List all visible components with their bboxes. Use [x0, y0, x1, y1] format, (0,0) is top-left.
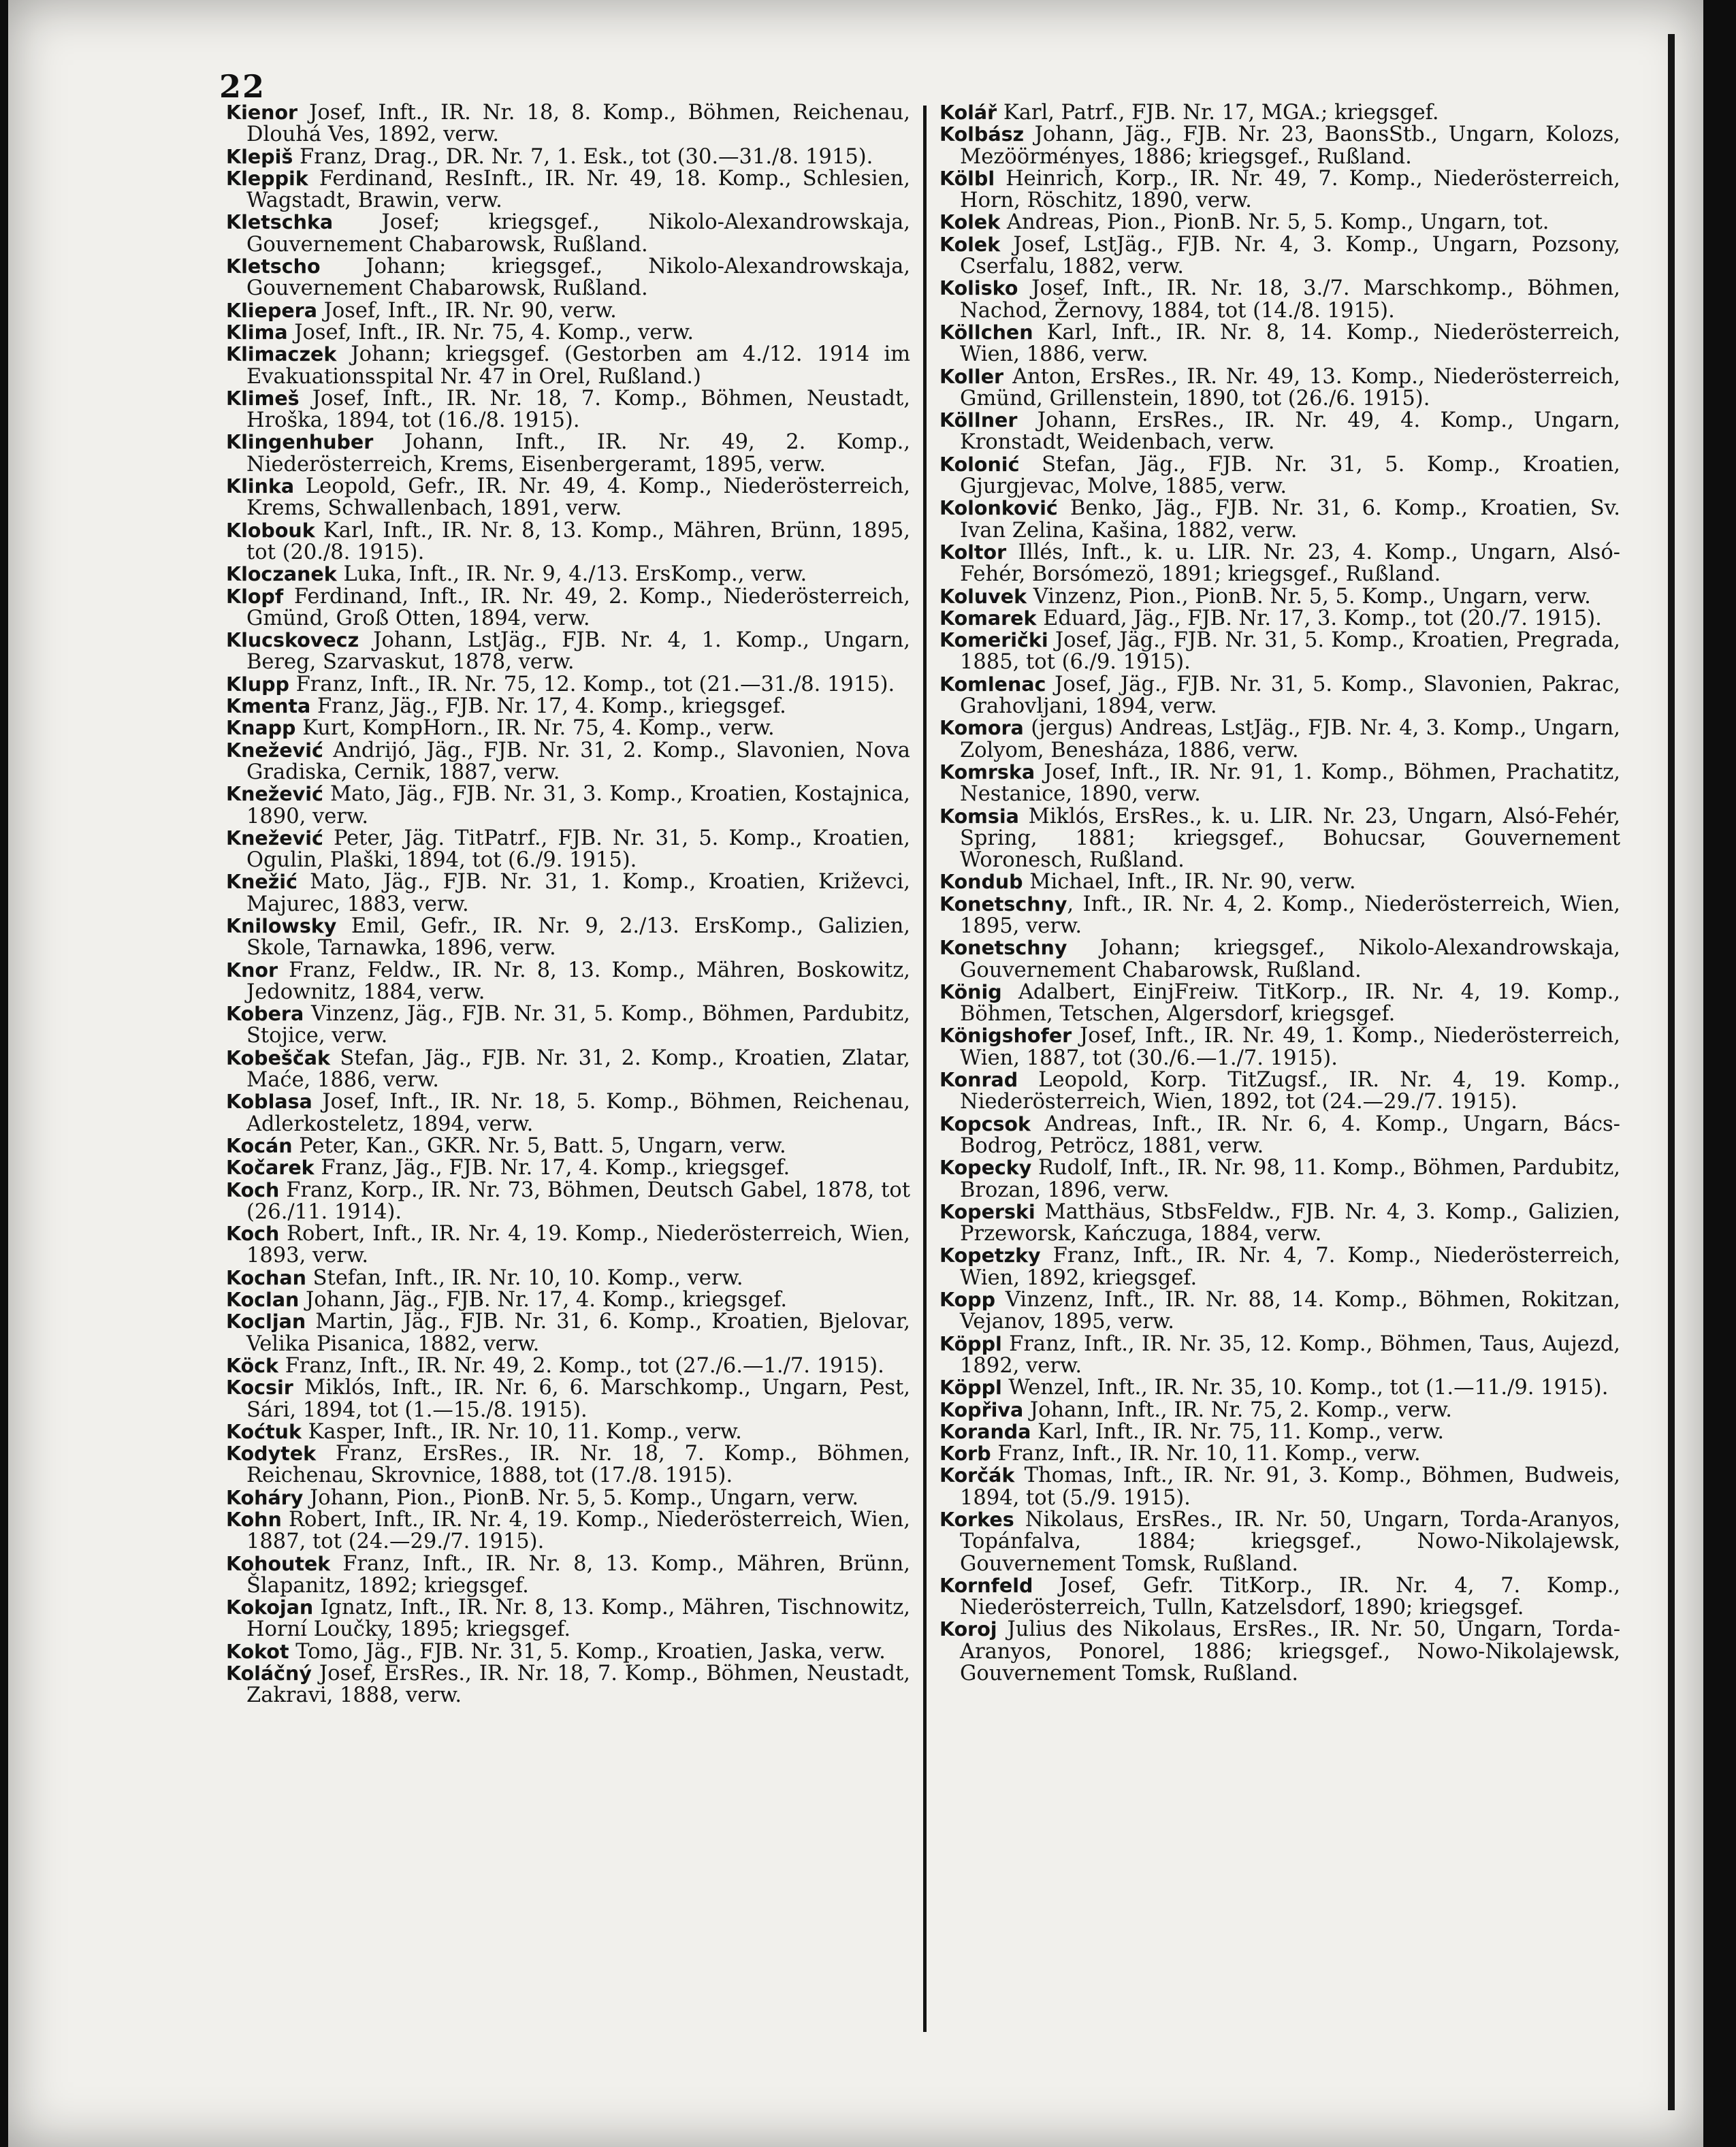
- entry-details: Johann; kriegsgef., Nikolo-Alexandrowskaja, Gouvernement Chabarowsk, Rußland.: [246, 255, 910, 301]
- entry-surname: Knežević: [226, 739, 323, 762]
- entry-surname: Koltor: [939, 540, 1007, 564]
- left-column: [226, 102, 910, 2035]
- list-entry: [939, 278, 1620, 322]
- entry-details: Peter, Jäg. TitPatrf., FJB. Nr. 31, 5. Komp., Kroatien, Ogulin, Plaški, 1894, tot (6./9. 1915).: [246, 826, 910, 873]
- entry-details: Luka, Inft., IR. Nr. 9, 4./13. ErsKomp., verw.: [336, 562, 807, 587]
- entry-surname: Kolář: [939, 102, 997, 124]
- entry-details: Johann, Inft., IR. Nr. 75, 2. Komp., verw.: [1023, 1398, 1452, 1422]
- list-entry: [939, 717, 1620, 762]
- entry-surname: Kondub: [939, 871, 1023, 894]
- list-entry: [226, 1289, 910, 1311]
- entry-details: Josef, Inft., IR. Nr. 90, verw.: [317, 298, 617, 323]
- list-entry: [939, 366, 1620, 410]
- entry-surname: Kopp: [939, 1289, 995, 1312]
- entry-surname: Kolisko: [939, 277, 1018, 300]
- entry-details: Andreas, Pion., PionB. Nr. 5, 5. Komp., Ungarn, tot.: [1000, 210, 1549, 235]
- entry-surname: Königshofer: [939, 1024, 1072, 1048]
- entry-surname: Koluvek: [939, 585, 1027, 608]
- entry-details: Josef, Inft., IR. Nr. 18, 3./7. Marschkomp., Böhmen, Nachod, Žernovy, 1884, tot (14./8. 1915).: [960, 276, 1620, 323]
- entry-surname: Kohoutek: [226, 1552, 331, 1575]
- list-entry: [939, 1025, 1620, 1069]
- page-edge-rule: [1668, 34, 1675, 2110]
- entry-details: Rudolf, Inft., IR. Nr. 98, 11. Komp., Böhmen, Pardubitz, Brozan, 1896, verw.: [960, 1156, 1620, 1202]
- column-divider: [923, 106, 927, 2032]
- list-entry: [939, 322, 1620, 366]
- list-entry: [939, 630, 1620, 674]
- entry-details: Johann; kriegsgef., Nikolo-Alexandrowskaja, Gouvernement Chabarowsk, Rußland.: [960, 936, 1620, 982]
- entry-details: Franz, Inft., IR. Nr. 75, 12. Komp., tot (21.—31./8. 1915).: [289, 672, 895, 696]
- entry-surname: Köllchen: [939, 321, 1033, 344]
- entry-surname: Koroj: [939, 1618, 997, 1641]
- entry-surname: Kokot: [226, 1640, 289, 1663]
- entry-surname: Klingenhuber: [226, 431, 374, 454]
- entry-details: Franz, Inft., IR. Nr. 35, 12. Komp., Böhmen, Taus, Aujezd, 1892, verw.: [960, 1331, 1620, 1378]
- entry-surname: Komrska: [939, 760, 1035, 784]
- entry-surname: Kolek: [939, 211, 1001, 234]
- entry-surname: Köppl: [939, 1332, 1002, 1355]
- list-entry: [939, 1465, 1620, 1509]
- entry-surname: Konrad: [939, 1069, 1018, 1092]
- entry-details: Karl, Inft., IR. Nr. 8, 14. Komp., Niederösterreich, Wien, 1886, verw.: [960, 320, 1620, 367]
- entry-details: Franz, ErsRes., IR. Nr. 18, 7. Komp., Böhmen, Reichenau, Skrovnice, 1888, tot (17./8. 1915).: [246, 1442, 910, 1488]
- entry-surname: Konetschny: [939, 892, 1067, 916]
- entry-surname: Koblasa: [226, 1091, 312, 1114]
- list-entry: [226, 916, 910, 960]
- list-entry: [226, 1487, 910, 1509]
- entry-details: Ignatz, Inft., IR. Nr. 8, 13. Komp., Mähren, Tischnowitz, Horní Loučky, 1895; kriegsgef.: [246, 1596, 910, 1642]
- entry-details: Johann, Inft., IR. Nr. 49, 2. Komp., Niederösterreich, Krems, Eisenbergeramt, 1895, verw.: [246, 430, 910, 477]
- page-number: 22: [219, 68, 266, 105]
- entry-details: Karl, Patrf., FJB. Nr. 17, MGA.; kriegsgef.: [997, 102, 1439, 125]
- list-entry: [939, 894, 1620, 938]
- entry-details: Vinzenz, Inft., IR. Nr. 88, 14. Komp., Böhmen, Rokitzan, Vejanov, 1895, verw.: [960, 1288, 1620, 1334]
- list-entry: [226, 586, 910, 630]
- list-entry: [226, 432, 910, 476]
- entry-surname: Kolbász: [939, 123, 1025, 146]
- list-entry: [939, 1509, 1620, 1575]
- entry-surname: Korb: [939, 1442, 991, 1466]
- entry-details: Wenzel, Inft., IR. Nr. 35, 10. Komp., tot (1.—11./9. 1915).: [1001, 1376, 1609, 1400]
- list-entry: [939, 1331, 1620, 1378]
- entry-surname: Kienor: [226, 102, 298, 124]
- entry-surname: Kolonić: [939, 453, 1020, 476]
- list-entry: [226, 1003, 910, 1048]
- entry-surname: Knežević: [226, 826, 323, 850]
- list-entry: [226, 256, 910, 300]
- entry-surname: Kletschka: [226, 211, 334, 234]
- list-entry: [226, 784, 910, 828]
- entry-details: Josef, Inft., IR. Nr. 18, 7. Komp., Böhmen, Neustadt, Hroška, 1894, tot (16./8. 1915).: [246, 386, 910, 433]
- entry-surname: Knežević: [226, 783, 323, 806]
- list-entry: [939, 410, 1620, 454]
- entry-details: Ferdinand, ResInft., IR. Nr. 49, 18. Komp., Schlesien, Wagstadt, Brawin, verw.: [246, 166, 910, 213]
- entry-surname: Koperski: [939, 1200, 1035, 1223]
- list-entry: [226, 1311, 910, 1355]
- entry-details: Heinrich, Korp., IR. Nr. 49, 7. Komp., Niederösterreich, Horn, Röschitz, 1890, verw.: [960, 166, 1620, 213]
- entry-details: Julius des Nikolaus, ErsRes., IR. Nr. 50, Ungarn, Torda-Aranyos, Ponorel, 1886; kriegsgef., Nowo-Nikolajewsk, Gouvernement Tomsk, Rußland.: [960, 1617, 1620, 1686]
- list-entry: [226, 1135, 910, 1157]
- entry-surname: Komsia: [939, 805, 1019, 828]
- entry-surname: Kopřiva: [939, 1398, 1024, 1421]
- entry-details: Josef, Inft., IR. Nr. 49, 1. Komp., Niederösterreich, Wien, 1887, tot (30./6.—1./7. 1915).: [960, 1024, 1620, 1070]
- list-entry: [226, 1223, 910, 1268]
- entry-surname: Klima: [226, 321, 288, 344]
- entry-surname: Kornfeld: [939, 1574, 1033, 1597]
- list-entry: [226, 1421, 910, 1443]
- entry-surname: Kolonković: [939, 497, 1058, 520]
- list-entry: [939, 1377, 1620, 1399]
- entry-surname: Kocán: [226, 1134, 293, 1157]
- entry-surname: Kölbl: [939, 167, 995, 190]
- entry-surname: Koch: [226, 1223, 280, 1246]
- entry-surname: Klupp: [226, 673, 289, 696]
- entry-details: Franz, Inft., IR. Nr. 10, 11. Komp., verw.: [991, 1442, 1421, 1466]
- list-entry: [939, 168, 1620, 212]
- entry-surname: Kobera: [226, 1003, 304, 1026]
- entry-details: Emil, Gefr., IR. Nr. 9, 2./13. ErsKomp., Galizien, Skole, Tarnawka, 1896, verw.: [246, 914, 910, 960]
- entry-surname: Kopecky: [939, 1157, 1032, 1180]
- list-entry: [226, 960, 910, 1004]
- entry-surname: Koranda: [939, 1420, 1031, 1443]
- list-entry: [939, 212, 1620, 233]
- list-entry: [939, 1619, 1620, 1685]
- entry-details: Josef, Inft., IR. Nr. 18, 5. Komp., Böhmen, Reichenau, Adlerkosteletz, 1894, verw.: [246, 1090, 910, 1136]
- entry-details: Thomas, Inft., IR. Nr. 91, 3. Komp., Böhmen, Budweis, 1894, tot (5./9. 1915).: [960, 1464, 1620, 1510]
- list-entry: [226, 212, 910, 256]
- list-entry: [226, 1641, 910, 1663]
- entry-details: Johann, Jäg., FJB. Nr. 23, BaonsStb., Ungarn, Kolozs, Mezöörményes, 1886; kriegsgef., Rußland.: [960, 123, 1620, 169]
- entry-details: Nikolaus, ErsRes., IR. Nr. 50, Ungarn, Torda-Aranyos, Topánfalva, 1884; kriegsgef., Nowo-Nikolajewsk, Gouvernement Tomsk, Rußland.: [960, 1508, 1620, 1576]
- entry-surname: Kocljan: [226, 1310, 306, 1334]
- entry-surname: Komlenac: [939, 673, 1046, 696]
- list-entry: [939, 124, 1620, 168]
- entry-surname: Koch: [226, 1178, 280, 1201]
- entry-surname: Köllner: [939, 409, 1018, 432]
- entry-surname: Kohn: [226, 1508, 282, 1531]
- entry-details: Josef; kriegsgef., Nikolo-Alexandrowskaja, Gouvernement Chabarowsk, Rußland.: [246, 210, 910, 257]
- entry-details: Franz, Jäg., FJB. Nr. 17, 4. Komp., kriegsgef.: [314, 1156, 790, 1180]
- list-entry: [226, 828, 910, 872]
- list-entry: [939, 1400, 1620, 1421]
- entry-surname: Kocsir: [226, 1376, 293, 1400]
- list-entry: [226, 1443, 910, 1487]
- entry-surname: Komerički: [939, 629, 1048, 652]
- entry-details: Robert, Inft., IR. Nr. 4, 19. Komp., Niederösterreich, Wien, 1893, verw.: [246, 1222, 910, 1268]
- entry-surname: Klucskovecz: [226, 629, 359, 652]
- entry-details: Stefan, Jäg., FJB. Nr. 31, 5. Komp., Kroatien, Gjurgjevac, Molve, 1885, verw.: [960, 452, 1620, 499]
- list-entry: [939, 1201, 1620, 1246]
- entry-details: Karl, Inft., IR. Nr. 8, 13. Komp., Mähren, Brünn, 1895, tot (20./8. 1915).: [246, 518, 910, 564]
- entry-surname: Kodytek: [226, 1442, 317, 1466]
- list-entry: [939, 871, 1620, 893]
- list-entry: [939, 542, 1620, 586]
- entry-details: Tomo, Jäg., FJB. Nr. 31, 5. Komp., Kroatien, Jaska, verw.: [289, 1639, 886, 1664]
- list-entry: [226, 740, 910, 784]
- entry-details: Peter, Kan., GKR. Nr. 5, Batt. 5, Ungarn, verw.: [292, 1133, 786, 1158]
- list-entry: [939, 234, 1620, 278]
- list-entry: [226, 102, 910, 146]
- list-entry: [939, 1289, 1620, 1334]
- entry-details: Josef, LstJäg., FJB. Nr. 4, 3. Komp., Ungarn, Pozsony, Cserfalu, 1882, verw.: [960, 232, 1620, 279]
- entry-surname: Komora: [939, 717, 1024, 740]
- entry-details: Josef, Inft., IR. Nr. 91, 1. Komp., Böhmen, Prachatitz, Nestanice, 1890, verw.: [960, 760, 1620, 807]
- entry-details: Franz, Inft., IR. Nr. 8, 13. Komp., Mähren, Brünn, Šlapanitz, 1892; kriegsgef.: [246, 1551, 910, 1598]
- entry-details: Josef, Inft., IR. Nr. 18, 8. Komp., Böhmen, Reichenau, Dlouhá Ves, 1892, verw.: [246, 102, 910, 147]
- entry-details: Anton, ErsRes., IR. Nr. 49, 13. Komp., Niederösterreich, Gmünd, Grillenstein, 1890, tot (26./6. 1915).: [960, 364, 1620, 410]
- entry-surname: Klimeš: [226, 387, 300, 410]
- entry-details: Eduard, Jäg., FJB. Nr. 17, 3. Komp., tot (20./7. 1915).: [1036, 606, 1602, 630]
- entry-details: Johann, Jäg., FJB. Nr. 17, 4. Komp., kriegsgef.: [299, 1288, 788, 1312]
- entry-details: Leopold, Gefr., IR. Nr. 49, 4. Komp., Niederösterreich, Krems, Schwallenbach, 1891, verw.: [246, 474, 910, 521]
- entry-details: Miklós, ErsRes., k. u. LIR. Nr. 23, Ungarn, Alsó-Fehér, Spring, 1881; kriegsgef., Bohucsar, Gouvernement Woronesch, Rußland.: [960, 804, 1620, 873]
- entry-details: Franz, Drag., DR. Nr. 7, 1. Esk., tot (30.—31./8. 1915).: [293, 144, 873, 169]
- entry-surname: Korčák: [939, 1464, 1015, 1487]
- list-entry: [226, 630, 910, 674]
- entry-details: Johann, Pion., PionB. Nr. 5, 5. Komp., Ungarn, verw.: [303, 1485, 859, 1510]
- list-entry: [226, 674, 910, 696]
- entry-surname: Kobeščak: [226, 1046, 330, 1069]
- list-entry: [226, 520, 910, 564]
- entry-details: Benko, Jäg., FJB. Nr. 31, 6. Komp., Kroatien, Sv. Ivan Zelina, Kašina, 1882, verw.: [960, 496, 1620, 543]
- entry-surname: Koclan: [226, 1289, 300, 1312]
- entry-surname: Kmenta: [226, 695, 311, 718]
- list-entry: [226, 1091, 910, 1135]
- entry-details: Stefan, Inft., IR. Nr. 10, 10. Komp., verw.: [306, 1265, 743, 1290]
- list-entry: [939, 982, 1620, 1026]
- entry-surname: Koháry: [226, 1486, 304, 1509]
- entry-details: Illés, Inft., k. u. LIR. Nr. 23, 4. Komp., Ungarn, Alsó-Fehér, Borsómezö, 1891; kriegsgef., Rußland.: [960, 540, 1620, 587]
- entry-details: Vinzenz, Pion., PionB. Nr. 5, 5. Komp., Ungarn, verw.: [1027, 584, 1591, 609]
- entry-details: Vinzenz, Jäg., FJB. Nr. 31, 5. Komp., Böhmen, Pardubitz, Stojice, verw.: [246, 1002, 910, 1048]
- list-entry: [226, 1663, 910, 1707]
- list-entry: [939, 1245, 1620, 1289]
- entry-surname: Kletscho: [226, 255, 321, 278]
- entry-details: Andrijó, Jäg., FJB. Nr. 31, 2. Komp., Slavonien, Nova Gradiska, Cernik, 1887, verw.: [246, 738, 910, 784]
- entry-surname: Kleppik: [226, 167, 308, 190]
- entry-details: Johann, ErsRes., IR. Nr. 49, 4. Komp., Ungarn, Kronstadt, Weidenbach, verw.: [960, 408, 1620, 455]
- entry-details: Adalbert, EinjFreiw. TitKorp., IR. Nr. 4, 19. Komp., Böhmen, Tetschen, Algersdorf, kriegsgef.: [960, 980, 1620, 1027]
- entry-surname: Kočarek: [226, 1157, 315, 1180]
- list-entry: [939, 806, 1620, 872]
- entry-details: Josef, ErsRes., IR. Nr. 18, 7. Komp., Böhmen, Neustadt, Zakravi, 1888, verw.: [246, 1662, 910, 1708]
- entry-surname: Konetschny: [939, 937, 1067, 960]
- entry-details: Mato, Jäg., FJB. Nr. 31, 3. Komp., Kroatien, Kostajnica, 1890, verw.: [246, 782, 910, 828]
- entry-details: Franz, Jäg., FJB. Nr. 17, 4. Komp., kriegsgef.: [310, 694, 786, 719]
- list-entry: [939, 498, 1620, 542]
- entry-details: Franz, Inft., IR. Nr. 49, 2. Komp., tot (27./6.—1./7. 1915).: [278, 1353, 884, 1378]
- entry-details: Ferdinand, Inft., IR. Nr. 49, 2. Komp., Niederösterreich, Gmünd, Groß Otten, 1894, verw.: [246, 584, 910, 630]
- entry-details: Stefan, Jäg., FJB. Nr. 31, 2. Komp., Kroatien, Zlatar, Maće, 1886, verw.: [246, 1046, 910, 1093]
- entry-details: Josef, Gefr. TitKorp., IR. Nr. 4, 7. Komp., Niederösterreich, Tulln, Katzelsdorf, 1890; kriegsgef.: [960, 1573, 1620, 1620]
- entry-details: Miklós, Inft., IR. Nr. 6, 6. Marschkomp., Ungarn, Pest, Sári, 1894, tot (1.—15./8. 1915).: [246, 1376, 910, 1422]
- entry-details: Andreas, Inft., IR. Nr. 6, 4. Komp., Ungarn, Bács-Bodrog, Petröcz, 1881, verw.: [960, 1112, 1620, 1158]
- document-page: [8, 0, 1703, 2147]
- entry-surname: Kopcsok: [939, 1112, 1031, 1135]
- entry-surname: Kochan: [226, 1266, 306, 1289]
- list-entry: [939, 454, 1620, 498]
- entry-surname: Kopetzky: [939, 1244, 1041, 1268]
- list-entry: [226, 388, 910, 432]
- entry-details: Franz, Inft., IR. Nr. 4, 7. Komp., Niederösterreich, Wien, 1892, kriegsgef.: [960, 1244, 1620, 1290]
- entry-details: Michael, Inft., IR. Nr. 90, verw.: [1023, 870, 1356, 894]
- list-entry: [939, 937, 1620, 982]
- list-entry: [226, 1377, 910, 1421]
- entry-surname: König: [939, 980, 1002, 1003]
- list-entry: [226, 1597, 910, 1641]
- entry-details: Josef, Inft., IR. Nr. 75, 4. Komp., verw.: [287, 320, 694, 344]
- list-entry: [939, 1114, 1620, 1158]
- list-entry: [226, 300, 910, 322]
- entry-details: Karl, Inft., IR. Nr. 75, 11. Komp., verw.: [1031, 1419, 1445, 1444]
- list-entry: [939, 1157, 1620, 1201]
- entry-surname: Klimaczek: [226, 343, 337, 366]
- list-entry: [939, 102, 1620, 124]
- entry-surname: Komarek: [939, 607, 1037, 630]
- list-entry: [226, 344, 910, 388]
- entry-surname: Knežić: [226, 871, 298, 894]
- entry-surname: Koćtuk: [226, 1420, 302, 1443]
- entry-details: Leopold, Korp. TitZugsf., IR. Nr. 4, 19. Komp., Niederösterreich, Wien, 1892, tot (24.—29./7. 1915).: [960, 1068, 1620, 1114]
- entry-surname: Klopf: [226, 585, 284, 608]
- list-entry: [226, 717, 910, 739]
- entry-surname: Kolek: [939, 233, 1001, 256]
- entry-surname: Koller: [939, 365, 1004, 388]
- entry-details: Josef, Jäg., FJB. Nr. 31, 5. Komp., Slavonien, Pakrac, Grahovljani, 1894, verw.: [960, 672, 1620, 719]
- list-entry: [939, 1069, 1620, 1114]
- list-entry: [939, 608, 1620, 630]
- entry-details: Franz, Feldw., IR. Nr. 8, 13. Komp., Mähren, Boskowitz, Jedownitz, 1884, verw.: [246, 958, 910, 1004]
- entry-details: Mato, Jäg., FJB. Nr. 31, 1. Komp., Kroatien, Križevci, Majurec, 1883, verw.: [246, 870, 910, 916]
- entry-details: Johann, LstJäg., FJB. Nr. 4, 1. Komp., Ungarn, Bereg, Szarvaskut, 1878, verw.: [246, 628, 910, 675]
- list-entry: [226, 1355, 910, 1377]
- entry-details: Martin, Jäg., FJB. Nr. 31, 6. Komp., Kroatien, Bjelovar, Velika Pisanica, 1882, verw.: [246, 1310, 910, 1356]
- entry-surname: Knapp: [226, 717, 296, 740]
- entry-details: Josef, Jäg., FJB. Nr. 31, 5. Komp., Kroatien, Pregrada, 1885, tot (6./9. 1915).: [960, 628, 1620, 675]
- entry-surname: Kliepera: [226, 299, 317, 322]
- list-entry: [939, 762, 1620, 806]
- entry-details: , Inft., IR. Nr. 4, 2. Komp., Niederösterreich, Wien, 1895, verw.: [960, 892, 1620, 938]
- entry-surname: Koláčný: [226, 1662, 312, 1685]
- list-entry: [226, 146, 910, 168]
- entry-surname: Klobouk: [226, 519, 315, 542]
- entry-surname: Köppl: [939, 1376, 1002, 1400]
- list-entry: [226, 1157, 910, 1179]
- list-entry: [226, 476, 910, 520]
- entry-details: (jergus) Andreas, LstJäg., FJB. Nr. 4, 3. Komp., Ungarn, Zolyom, Benesháza, 1886, verw.: [960, 716, 1620, 762]
- entry-details: Franz, Korp., IR. Nr. 73, Böhmen, Deutsch Gabel, 1878, tot (26./11. 1914).: [246, 1178, 910, 1224]
- entry-surname: Korkes: [939, 1508, 1014, 1531]
- entry-details: Johann; kriegsgef. (Gestorben am 4./12. 1914 im Evakuationsspital Nr. 47 in Orel, Rußland.): [246, 342, 910, 389]
- list-entry: [226, 871, 910, 916]
- entry-surname: Köck: [226, 1354, 279, 1377]
- list-entry: [226, 1509, 910, 1553]
- entry-details: Matthäus, StbsFeldw., FJB. Nr. 4, 3. Komp., Galizien, Przeworsk, Kańczuga, 1884, verw.: [960, 1199, 1620, 1246]
- right-column: [939, 102, 1620, 2035]
- list-entry: [226, 696, 910, 717]
- entry-surname: Knilowsky: [226, 914, 337, 937]
- entry-surname: Klinka: [226, 475, 295, 498]
- list-entry: [226, 168, 910, 212]
- list-entry: [939, 586, 1620, 608]
- entry-details: Kurt, KompHorn., IR. Nr. 75, 4. Komp., verw.: [295, 716, 775, 741]
- list-entry: [226, 1265, 910, 1290]
- list-entry: [939, 1575, 1620, 1619]
- list-entry: [939, 674, 1620, 718]
- entry-surname: Kloczanek: [226, 563, 337, 586]
- entry-surname: Klepiš: [226, 145, 293, 168]
- list-entry: [226, 1553, 910, 1598]
- entry-details: Robert, Inft., IR. Nr. 4, 19. Komp., Niederösterreich, Wien, 1887, tot (24.—29./7. 1915).: [246, 1508, 910, 1554]
- list-entry: [939, 1443, 1620, 1465]
- list-entry: [939, 1421, 1620, 1443]
- entry-surname: Knor: [226, 958, 278, 982]
- list-entry: [226, 564, 910, 585]
- list-entry: [226, 1180, 910, 1224]
- list-entry: [226, 1048, 910, 1092]
- list-entry: [226, 322, 910, 344]
- entry-surname: Kokojan: [226, 1596, 314, 1619]
- entry-details: Kasper, Inft., IR. Nr. 10, 11. Komp., verw.: [301, 1419, 742, 1444]
